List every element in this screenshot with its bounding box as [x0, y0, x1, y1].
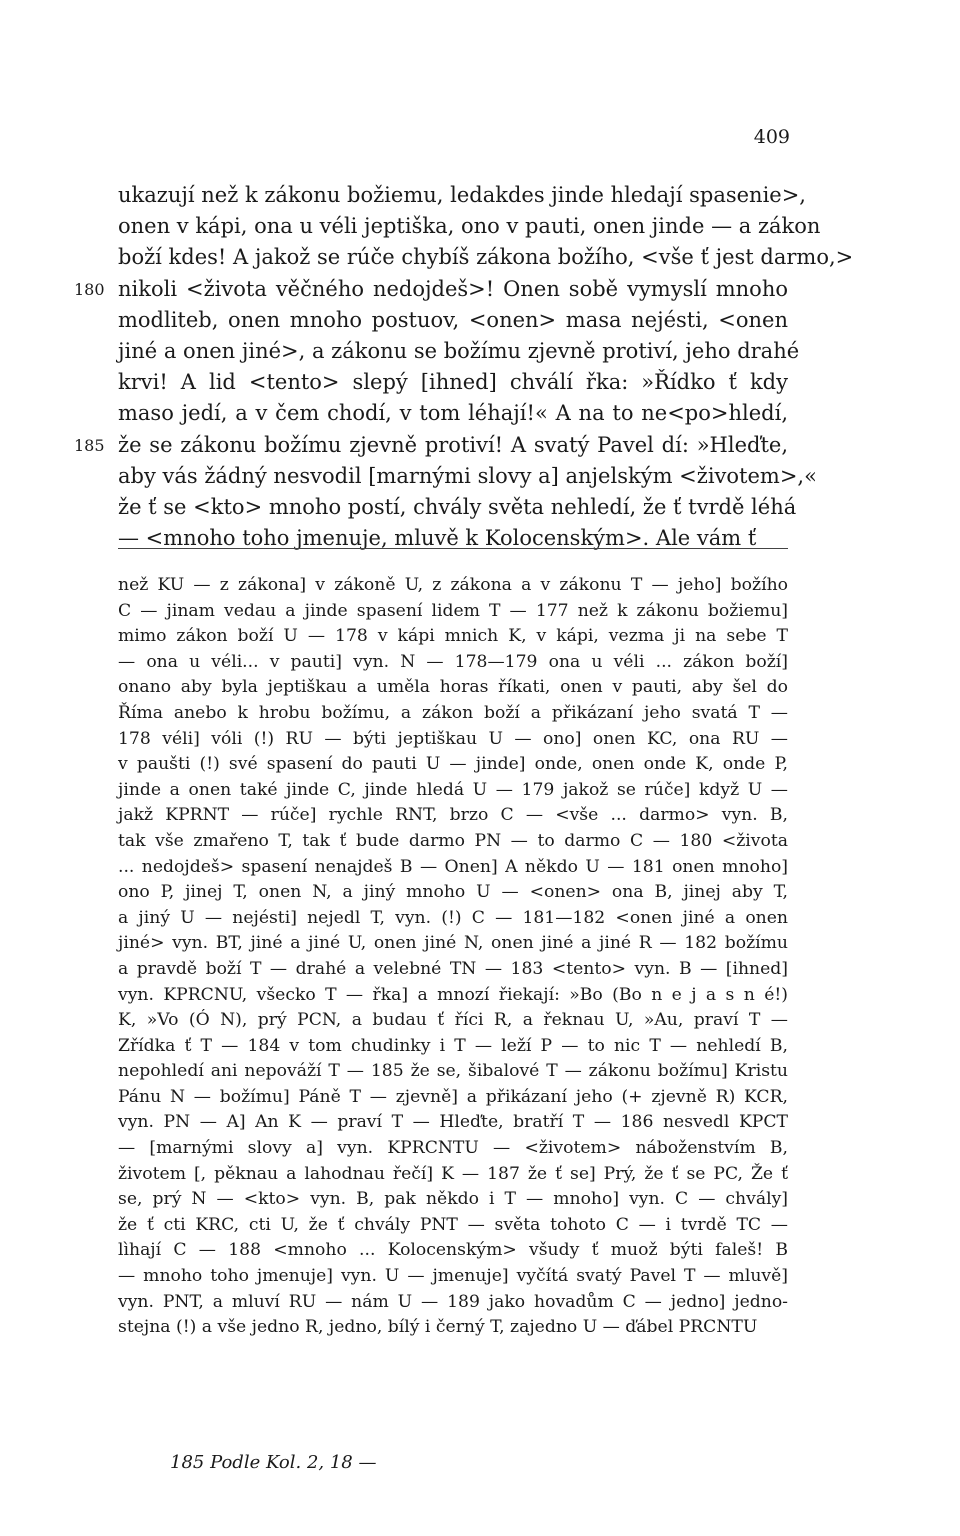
text-line	[118, 305, 788, 336]
line-text: boží kdes! A jakož se rúče chybíš zákona božího, <vše ť jest darmo,>	[118, 245, 854, 270]
note-line: a pravdě boží T — drahé a velebné TN — 183 <tento> vyn. B — [ihned]	[118, 958, 788, 979]
note-line: — [marnými slovy a] vyn. KPRCNTU — <životem> náboženstvím B,	[118, 1138, 788, 1159]
note-line: mimo zákon boží U — 178 v kápi mnich K, v kápi, vezma ji na sebe T	[118, 626, 788, 647]
text-line	[118, 523, 788, 554]
note-line: 178 véli] vóli (!) RU — býti jeptiškau U — ono] onen KC, ona RU —	[118, 728, 788, 749]
note-line: onano aby byla jeptiškau a uměla horas říkati, onen v pauti, aby šel do	[118, 677, 788, 698]
note-line: vyn. PNT, a mluví RU — nám U — 189 jako hovadům C — jedno] jedno-	[118, 1291, 788, 1312]
line-text: onen v kápi, ona u véli jeptiška, ono v pauti, onen jinde — a zákon	[118, 214, 821, 239]
line-text: maso jedí, a v čem chodí, v tom léhají!« A na to ne<po>hledí,	[118, 401, 788, 426]
text-line	[118, 398, 788, 429]
note-line: jiné> vyn. BT, jiné a jiné U, onen jiné N, onen jiné a jiné R — 182 božímu	[118, 933, 788, 954]
note-line: — ona u véli... v pauti] vyn. N — 178—179 ona u véli ... zákon boží]	[118, 651, 788, 672]
note-line: Říma anebo k hrobu božímu, a zákon boží a přikázaní jeho svatá T —	[118, 702, 788, 723]
note-line: ono P, jinej T, onen N, a jiný mnoho U — <onen> ona B, jinej aby T,	[118, 882, 788, 903]
line-number: 180	[74, 279, 105, 299]
text-line	[118, 492, 797, 523]
text-line	[118, 367, 788, 398]
line-text: že ť se <kto> mnoho postí, chvály světa nehledí, že ť tvrdě léhá	[118, 494, 797, 519]
text-line	[74, 430, 788, 461]
note-line: nepohledí ani nepováží T — 185 že se, šibalové T — zákonu božímu] Kristu	[118, 1061, 788, 1082]
note-line: než KU — z zákona] v zákoně U, z zákona a v zákonu T — jeho] božího	[118, 575, 788, 595]
line-text: jiné a onen jiné>, a zákonu se božímu zjevně protiví, jeho drahé	[118, 338, 800, 363]
line-text: modliteb, onen mnoho postuov, <onen> masa nejésti, <onen	[118, 307, 788, 332]
note-line: K, »Vo (Ó N), prý PCN, a budau ť říci R, a řeknau U, »Au, praví T —	[118, 1010, 788, 1031]
line-text: aby vás žádný nesvodil [marnými slovy a] anjelským <životem>,«	[118, 463, 817, 488]
note-line: — mnoho toho jmenuje] vyn. U — jmenuje] vyčítá svatý Pavel T — mluvě]	[118, 1266, 788, 1287]
note-line: Pánu N — božímu] Páně T — zjevně] a přikázaní jeho (+ zjevně R) KCR,	[118, 1086, 788, 1107]
note-line: lìhají C — 188 <mnoho ... Kolocenským> všudy ť muož býti faleš! B	[118, 1240, 788, 1261]
page-number: 409	[753, 126, 790, 148]
line-text: ukazují než k zákonu božiemu, ledakdes jinde hledají spasenie>,	[118, 183, 806, 207]
note-line: tak vše zmařeno T, tak ť bude darmo PN — to darmo C — 180 <života	[118, 830, 788, 851]
note-line: ... nedojdeš> spasení nenajdeš B — Onen] A někdo U — 181 onen mnoho]	[118, 856, 788, 877]
text-line	[118, 242, 854, 273]
note-line: jakž KPRNT — rúče] rychle RNT, brzo C — <vše ... darmo> vyn. B,	[118, 805, 788, 826]
footnote-divider	[118, 548, 788, 549]
line-text: krvi! A lid <tento> slepý [ihned] chválí řka: »Řídko ť kdy	[118, 370, 788, 395]
note-line: životem [, pěknau a lahodnau řečí] K — 187 že ť se] Prý, že ť se PC, Že ť	[118, 1163, 788, 1184]
note-line: C — jinam vedau a jinde spasení lidem T — 177 než k zákonu božiemu]	[118, 600, 788, 621]
main-text	[74, 180, 854, 554]
note-line: v paušti (!) své spasení do pauti U — jinde] onde, onen onde K, onde P,	[118, 754, 788, 775]
note-line: a jiný U — nejésti] nejedl T, vyn. (!) C — 181—182 <onen jiné a onen	[118, 907, 788, 928]
text-line	[118, 180, 806, 211]
line-text: nikoli <života věčného nedojdeš>! Onen sobě vymyslí mnoho	[118, 276, 788, 301]
line-text: — <mnoho toho jmenuje, mluvě k Kolocenským>. Ale vám ť	[118, 526, 757, 551]
note-line: stejna (!) a vše jedno R, jedno, bílý i černý T, zajedno U — ďábel PRCNTU	[118, 1317, 758, 1338]
text-line	[74, 274, 788, 305]
text-line	[118, 461, 817, 492]
critical-apparatus	[118, 573, 788, 1341]
note-line: že ť cti KRC, cti U, že ť chvály PNT — světa tohoto C — i tvrdě TC —	[118, 1214, 788, 1235]
note-line: jinde a onen také jinde C, jinde hledá U — 179 jakož se rúče] když U —	[118, 779, 788, 800]
text-line	[118, 336, 800, 367]
note-line: se, prý N — <kto> vyn. B, pak někdo i T — mnoho] vyn. C — chvály]	[118, 1189, 788, 1210]
bottom-reference-note: 185 Podle Kol. 2, 18 —	[170, 1452, 377, 1473]
note-line: vyn. KPRCNU, všecko T — řka] a mnozí řiekají: »Bo (Bo n e j a s n é!)	[118, 984, 788, 1005]
text-line	[118, 211, 821, 242]
note-line: Zřídka ť T — 184 v tom chudinky i T — leží P — to nic T — nehledí B,	[118, 1035, 788, 1056]
line-text: že se zákonu božímu zjevně protiví! A svatý Pavel dí: »Hleďte,	[118, 432, 788, 457]
line-number: 185	[74, 435, 105, 455]
note-line: vyn. PN — A] An K — praví T — Hleďte, bratří T — 186 nesvedl KPCT	[118, 1112, 788, 1133]
